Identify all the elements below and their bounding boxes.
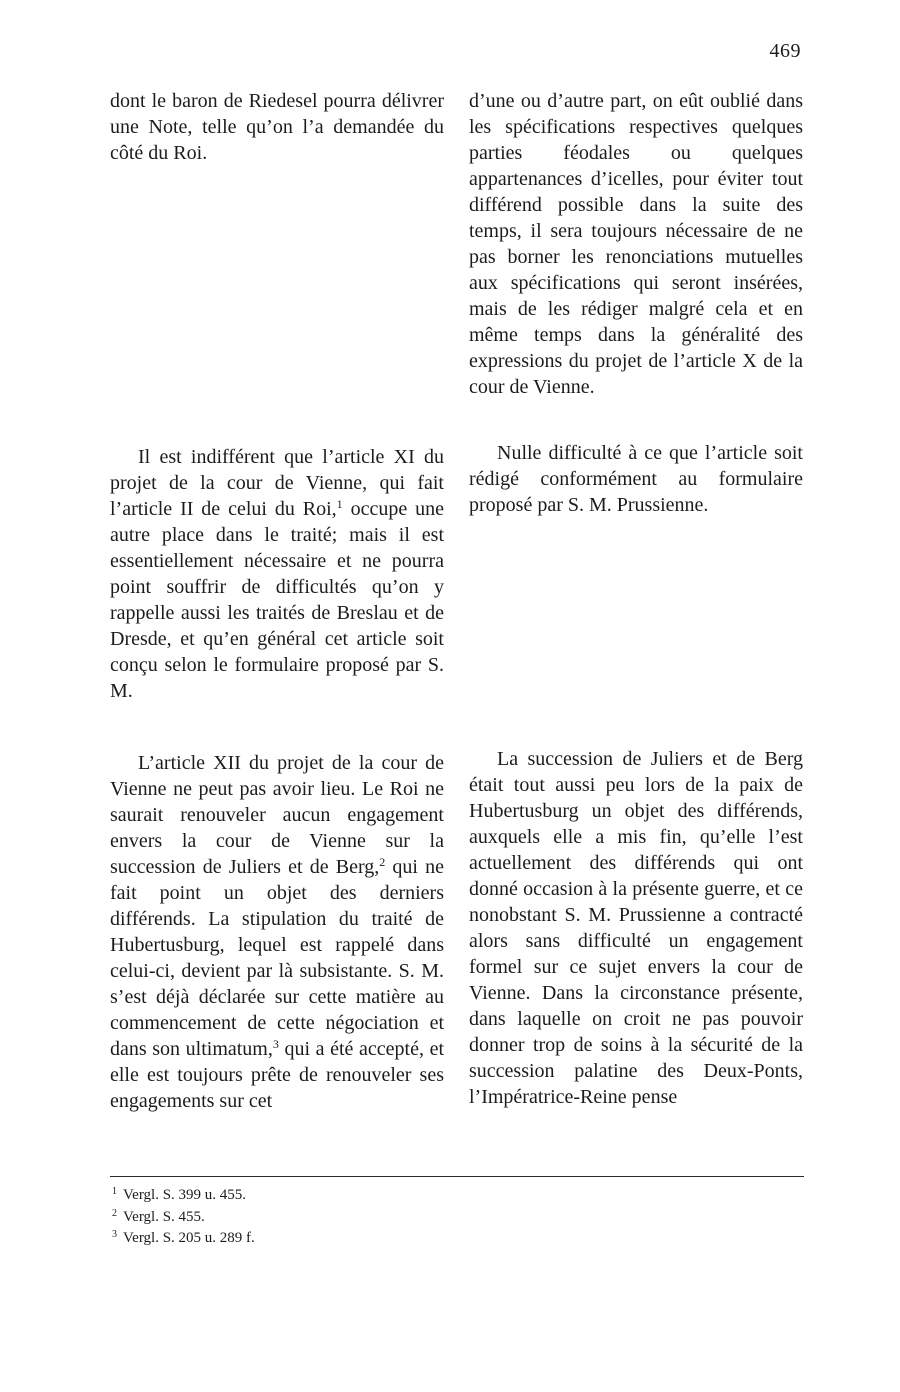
left-paragraph-3-text-a: L’article XII du projet de la cour de Vienne ne peut pas avoir lieu. Le Roi ne saurait renouveler aucun engagement envers la cour de Vienne sur la succession de Juliers et de Berg, — [110, 752, 444, 878]
left-paragraph-1-text: dont le baron de Riedesel pourra délivrer une Note, telle qu’on l’a demandée du côté du Roi. — [110, 90, 444, 164]
left-paragraph-1 — [110, 88, 444, 166]
footnote-1 — [112, 1183, 255, 1205]
right-paragraph-1 — [469, 88, 803, 400]
footnotes — [112, 1183, 255, 1248]
footnote-ref-1: 1 — [336, 497, 343, 511]
left-paragraph-3-text-c: qui a été accepté, et elle est toujours prête de renouveler ses engagements sur cet — [110, 1038, 444, 1112]
footnote-3 — [112, 1226, 255, 1248]
footnote-3-text: Vergl. S. 205 u. 289 f. — [123, 1230, 255, 1246]
footnote-3-mark: 3 — [112, 1229, 117, 1240]
left-paragraph-2-text-a: Il est indifférent que l’article XI du projet de la cour de Vienne, qui fait l’article II de celui du Roi, — [110, 446, 444, 520]
footnote-2-mark: 2 — [112, 1207, 117, 1219]
footnote-ref-3: 3 — [272, 1037, 279, 1051]
right-paragraph-3 — [469, 746, 803, 1110]
right-paragraph-1-text: d’une ou d’autre part, on eût oublié dans les spécifications respectives quelques parties féodales ou quelques appartenances d’icelles, pour éviter tout différend possible dans la suite des temps, il sera toujours nécessaire de ne pas borner les renonciations mutuelles aux spécifications qui seront insérées, mais de les rédiger malgré cela et en même temps dans la généralité des expressions du projet de l’article X de la cour de Vienne. — [469, 90, 803, 398]
right-paragraph-2 — [469, 440, 803, 518]
left-paragraph-2 — [110, 444, 444, 704]
left-paragraph-2-text-b: occupe une autre place dans le traité; mais il est essentiellement nécessaire et ne pourra point souffrir de difficultés qu’on y rappelle aussi les traités de Breslau et de Dresde, et qu’en général cet article soit conçu selon le formulaire proposé par S. M. — [110, 498, 444, 702]
footnote-ref-2: 2 — [379, 855, 386, 869]
right-paragraph-2-text: Nulle difficulté à ce que l’article soit rédigé conformément au formulaire proposé par S. M. Prussienne. — [469, 442, 803, 516]
footnote-2-text: Vergl. S. 455. — [123, 1208, 205, 1225]
footnote-1-mark: 1 — [112, 1186, 117, 1197]
footnote-divider — [110, 1176, 804, 1177]
left-paragraph-3-text-b: qui ne fait point un objet des derniers différends. La stipulation du traité de Hubertusburg, lequel est rappelé dans celui-ci, devient par là subsistante. S. M. s’est déjà déclarée sur cette matière au commencement de cette négociation et dans son ultimatum, — [110, 856, 444, 1060]
right-paragraph-3-text: La succession de Juliers et de Berg était tout aussi peu lors de la paix de Hubertusburg un objet des différends, auxquels elle a mis fin, qu’elle l’est actuellement des différends qui ont donné occasion à la présente guerre, et ce nonobstant S. M. Prussienne a contracté alors sans difficulté un engagement formel sur ce sujet envers la cour de Vienne. Dans la circonstance présente, dans laquelle on croit ne pas pouvoir donner trop de soins à la sécurité de la succession palatine des Deux-Ponts, l’Impératrice-Reine pense — [469, 748, 803, 1108]
footnote-1-text: Vergl. S. 399 u. 455. — [123, 1187, 247, 1203]
left-paragraph-3 — [110, 750, 444, 1114]
footnote-2 — [112, 1205, 255, 1227]
page-number: 469 — [769, 40, 801, 62]
